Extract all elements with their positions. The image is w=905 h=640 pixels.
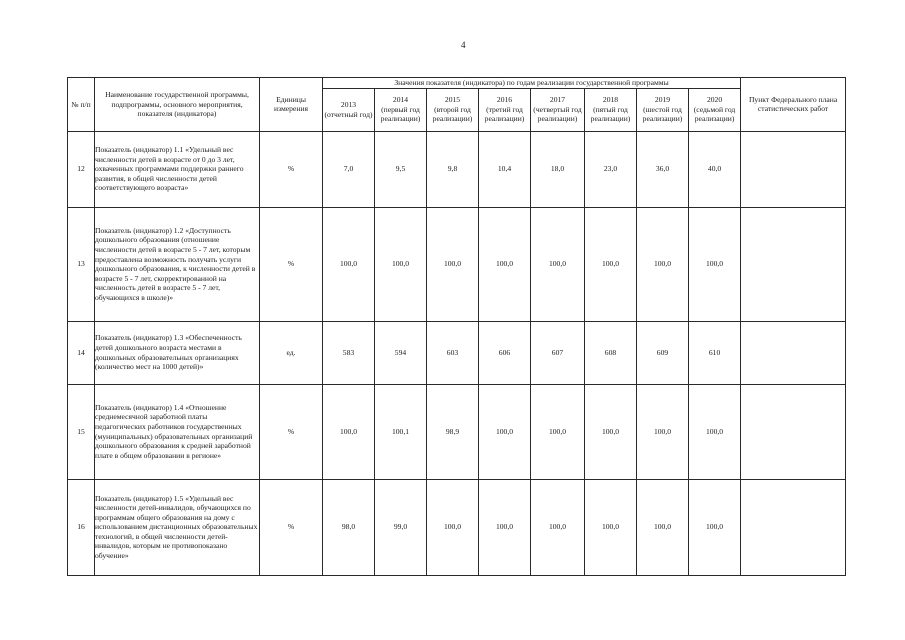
federal-plan-cell: [741, 131, 846, 207]
value-cell: 9,5: [375, 131, 427, 207]
value-cell: 40,0: [689, 131, 741, 207]
row-num: 16: [68, 479, 95, 575]
indicator-name: Показатель (индикатор) 1.5 «Удельный вес численности детей-инвалидов, обучающихся по программам общего образования на дому с использованием дистанционных образовательных технологий, в общей численности детей-инвалидов, которым не противопоказано обучение»: [95, 479, 260, 575]
year-note: (четвертый год реализации): [533, 104, 582, 124]
indicator-name: Показатель (индикатор) 1.1 «Удельный вес численности детей в возрасте от 0 до 3 лет, охваченных программами поддержки раннего развития, в общей численности детей соответствующего возраста»: [95, 131, 260, 207]
year-note: (первый год реализации): [380, 104, 421, 124]
value-cell: 594: [375, 321, 427, 384]
value-cell: 100,0: [531, 479, 585, 575]
value-cell: 99,0: [375, 479, 427, 575]
year-note: (третий год реализации): [484, 104, 525, 124]
table-row: [68, 207, 846, 321]
value-cell: 100,0: [531, 207, 585, 321]
indicator-unit: %: [260, 131, 323, 207]
year-label: 2013: [340, 100, 357, 109]
indicator-unit: ед.: [260, 321, 323, 384]
value-cell: 36,0: [637, 131, 689, 207]
federal-plan-cell: [741, 479, 846, 575]
year-label: 2017: [549, 95, 566, 105]
value-cell: 100,0: [479, 207, 531, 321]
value-cell: 607: [531, 321, 585, 384]
indicator-name: Показатель (индикатор) 1.3 «Обеспеченность детей дошкольного возраста местами в дошкольных образовательных организациях (количество мест на 1000 детей)»: [95, 321, 260, 384]
header-year-2020: [689, 88, 741, 131]
year-note: (шестой год реализации): [642, 104, 683, 124]
value-cell: 100,0: [323, 207, 375, 321]
year-note: (пятый год реализации): [590, 104, 631, 124]
value-cell: 100,0: [427, 479, 479, 575]
value-cell: 606: [479, 321, 531, 384]
value-cell: 100,0: [585, 479, 637, 575]
value-cell: 100,0: [689, 207, 741, 321]
indicator-unit: %: [260, 384, 323, 479]
indicator-unit: %: [260, 207, 323, 321]
value-cell: 100,0: [689, 384, 741, 479]
header-year-2018: [585, 88, 637, 131]
value-cell: 18,0: [531, 131, 585, 207]
value-cell: 100,0: [531, 384, 585, 479]
header-year-2019: [637, 88, 689, 131]
header-num: № п/п: [68, 78, 95, 132]
header-year-2015: [427, 88, 479, 131]
header-values-group: Значения показателя (индикатора) по годам реализации государственной программы: [323, 78, 741, 89]
value-cell: 9,8: [427, 131, 479, 207]
indicator-name: Показатель (индикатор) 1.2 «Доступность дошкольного образования (отношение численности детей в возрасте 5 - 7 лет, которым предоставлена возможность получать услуги дошкольного образования, к численности детей в возрасте 5 - 7 лет, скорректированной на численность детей в возрасте 5 - 7 лет, обучающихся в школе)»: [95, 207, 260, 321]
year-label: 2020: [706, 95, 723, 105]
value-cell: 100,0: [585, 384, 637, 479]
value-cell: 609: [637, 321, 689, 384]
value-cell: 583: [323, 321, 375, 384]
year-label: 2018: [602, 95, 619, 105]
header-year-2017: [531, 88, 585, 131]
value-cell: 100,0: [637, 479, 689, 575]
header-units: Единицы измерения: [260, 78, 323, 132]
value-cell: 100,0: [637, 384, 689, 479]
row-num: 14: [68, 321, 95, 384]
year-label: 2019: [654, 95, 671, 105]
value-cell: 100,0: [479, 384, 531, 479]
year-note: (отчетный год): [324, 109, 373, 119]
year-label: 2014: [392, 95, 409, 105]
value-cell: 100,0: [479, 479, 531, 575]
value-cell: 23,0: [585, 131, 637, 207]
value-cell: 100,1: [375, 384, 427, 479]
table-row: [68, 384, 846, 479]
indicator-name: Показатель (индикатор) 1.4 «Отношение среднемесячной заработной платы педагогических работников государственных (муниципальных) образовательных организаций дошкольного образования к средней заработной плате в общем образовании в регионе»: [95, 384, 260, 479]
row-num: 15: [68, 384, 95, 479]
table-row: [68, 479, 846, 575]
value-cell: 98,0: [323, 479, 375, 575]
value-cell: 10,4: [479, 131, 531, 207]
value-cell: 610: [689, 321, 741, 384]
year-note: (второй год реализации): [432, 104, 473, 124]
value-cell: 98,9: [427, 384, 479, 479]
federal-plan-cell: [741, 384, 846, 479]
row-num: 13: [68, 207, 95, 321]
row-num: 12: [68, 131, 95, 207]
header-year-2014: [375, 88, 427, 131]
indicators-table: [67, 77, 846, 576]
header-row-top: [68, 78, 846, 89]
federal-plan-cell: [741, 321, 846, 384]
value-cell: 100,0: [323, 384, 375, 479]
indicator-unit: %: [260, 479, 323, 575]
value-cell: 608: [585, 321, 637, 384]
year-label: 2015: [444, 95, 461, 105]
year-note: (седьмой год реализации): [693, 104, 736, 124]
page-number: 4: [461, 40, 466, 50]
value-cell: 603: [427, 321, 479, 384]
header-year-2013: [323, 88, 375, 131]
header-federal-plan: Пункт Федерального плана статистических работ: [741, 78, 846, 132]
header-year-2016: [479, 88, 531, 131]
table-row: [68, 321, 846, 384]
value-cell: 7,0: [323, 131, 375, 207]
value-cell: 100,0: [585, 207, 637, 321]
value-cell: 100,0: [427, 207, 479, 321]
federal-plan-cell: [741, 207, 846, 321]
table-row: [68, 131, 846, 207]
value-cell: 100,0: [689, 479, 741, 575]
value-cell: 100,0: [375, 207, 427, 321]
value-cell: 100,0: [637, 207, 689, 321]
year-label: 2016: [496, 95, 513, 105]
header-name: Наименование государственной программы, подпрограммы, основного мероприятия, показателя (индикатора): [95, 78, 260, 132]
